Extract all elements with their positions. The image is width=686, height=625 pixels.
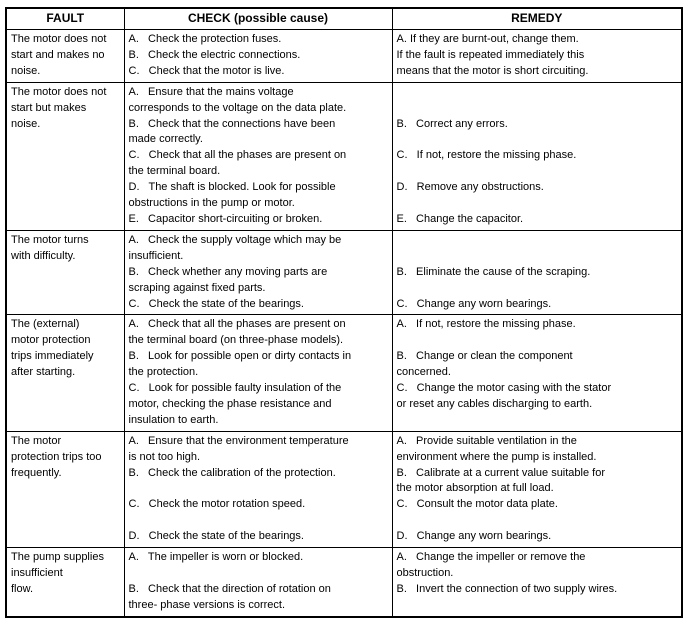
text-line: The pump supplies: [11, 551, 104, 564]
text-line: the terminal board.: [128, 165, 221, 178]
text-line: D. The shaft is blocked. Look for possible: [128, 181, 336, 194]
text-line: The motor does not: [11, 33, 107, 45]
remedy-cell: [392, 230, 682, 315]
text-line: C. Check the state of the bearings.: [128, 297, 304, 310]
text-line: [397, 101, 679, 117]
text-line: made correctly.: [128, 133, 203, 146]
text-line: B. Change or clean the component: [396, 350, 573, 363]
text-line: B. Correct any errors.: [396, 117, 508, 130]
fault-cell: [6, 431, 124, 547]
text-line: C. Change any worn bearings.: [396, 297, 552, 310]
column-header-remedy: REMEDY: [392, 8, 682, 30]
text-line: after starting.: [11, 366, 76, 379]
text-line: concerned.: [396, 366, 451, 379]
fault-cell: [6, 315, 124, 431]
text-line: [397, 513, 679, 529]
text-line: start but makes: [11, 101, 87, 114]
text-line: D. Remove any obstructions.: [396, 181, 544, 194]
text-line: A. Ensure that the mains voltage: [128, 85, 294, 98]
text-line: trips immediately: [11, 350, 94, 363]
remedy-cell: [392, 431, 682, 547]
fault-cell: [6, 82, 124, 230]
text-line: C. Check that the motor is live.: [128, 64, 285, 77]
text-line: [397, 233, 679, 249]
text-line: B. Look for possible open or dirty contacts in: [128, 350, 352, 363]
column-header-fault: FAULT: [6, 8, 124, 30]
text-line: corresponds to the voltage on the data plate.: [128, 101, 347, 114]
text-line: [129, 481, 389, 497]
text-line: D. Check the state of the bearings.: [128, 530, 304, 543]
remedy-cell: [392, 82, 682, 230]
text-line: A. If they are burnt-out, change them.: [396, 33, 579, 45]
check-cell: [124, 82, 392, 230]
check-cell: [124, 230, 392, 315]
text-line: [129, 513, 389, 529]
text-line: [397, 164, 679, 180]
text-line: B. Check whether any moving parts are: [128, 265, 328, 278]
text-line: A. Ensure that the environment temperature: [128, 434, 349, 447]
text-line: If the fault is repeated immediately this: [396, 48, 585, 61]
text-line: C. Look for possible faulty insulation of the: [128, 382, 342, 395]
text-line: three- phase versions is correct.: [128, 598, 286, 611]
text-line: B. Calibrate at a current value suitable for: [396, 466, 605, 479]
text-line: C. Change the motor casing with the stator: [396, 382, 612, 395]
text-line: or reset any cables discharging to earth.: [396, 397, 593, 410]
text-line: E. Change the capacitor.: [396, 212, 524, 225]
text-line: [397, 196, 679, 212]
table-row: [6, 315, 682, 431]
text-line: [397, 132, 679, 148]
text-line: with difficulty.: [11, 249, 76, 262]
text-line: insufficient: [11, 567, 63, 579]
text-line: [397, 85, 679, 101]
text-line: The motor turns: [11, 233, 89, 246]
table-row: [6, 548, 682, 617]
text-line: D. Change any worn bearings.: [396, 530, 552, 543]
text-line: insulation to earth.: [128, 413, 219, 426]
text-line: B. Check that the connections have been: [128, 117, 336, 130]
text-line: A. If not, restore the missing phase.: [396, 318, 576, 331]
fault-cell: [6, 230, 124, 315]
text-line: obstructions in the pump or motor.: [128, 197, 295, 210]
check-cell: [124, 548, 392, 617]
text-line: means that the motor is short circuiting.: [396, 64, 589, 77]
text-line: motor, checking the phase resistance and: [128, 397, 332, 410]
text-line: insufficient.: [128, 249, 184, 262]
text-line: A. Check the protection fuses.: [128, 33, 282, 45]
column-header-check: CHECK (possible cause): [124, 8, 392, 30]
table-row: [6, 30, 682, 83]
check-cell: [124, 431, 392, 547]
text-line: A. Change the impeller or remove the: [396, 551, 586, 564]
text-line: A. Provide suitable ventilation in the: [396, 434, 577, 447]
text-line: obstruction.: [396, 567, 454, 579]
text-line: [129, 566, 389, 582]
text-line: C. Check the motor rotation speed.: [128, 498, 306, 511]
text-line: [397, 249, 679, 265]
text-line: [397, 333, 679, 349]
remedy-cell: [392, 315, 682, 431]
text-line: start and makes no: [11, 48, 105, 61]
text-line: environment where the pump is installed.: [396, 450, 597, 463]
remedy-cell: [392, 30, 682, 83]
table-body: [6, 30, 682, 617]
fault-cell: [6, 548, 124, 617]
text-line: B. Invert the connection of two supply wires.: [396, 582, 618, 595]
text-line: A. The impeller is worn or blocked.: [128, 551, 304, 564]
text-line: [397, 281, 679, 297]
table-row: [6, 230, 682, 315]
text-line: A. Check that all the phases are present on: [128, 318, 346, 331]
fault-cell: [6, 30, 124, 83]
text-line: The (external): [11, 318, 80, 331]
table-row: [6, 431, 682, 547]
text-line: scraping against fixed parts.: [128, 281, 266, 294]
text-line: the motor absorption at full load.: [396, 482, 554, 495]
check-cell: [124, 30, 392, 83]
text-line: B. Eliminate the cause of the scraping.: [396, 265, 591, 278]
table-header-row: [6, 8, 682, 30]
text-line: is not too high.: [128, 450, 201, 463]
text-line: noise.: [11, 117, 41, 130]
text-line: the terminal board (on three-phase models).: [128, 334, 344, 347]
remedy-cell: [392, 548, 682, 617]
text-line: C. If not, restore the missing phase.: [396, 149, 577, 162]
text-line: A. Check the supply voltage which may be: [128, 233, 342, 246]
text-line: B. Check the calibration of the protection.: [128, 466, 336, 479]
text-line: motor protection: [11, 334, 91, 347]
text-line: flow.: [11, 582, 34, 595]
text-line: B. Check that the direction of rotation on: [128, 582, 331, 595]
text-line: The motor: [11, 434, 62, 447]
text-line: E. Capacitor short-circuiting or broken.: [128, 212, 323, 225]
text-line: B. Check the electric connections.: [128, 48, 301, 61]
text-line: C. Consult the motor data plate.: [396, 498, 558, 511]
text-line: the protection.: [128, 366, 199, 379]
text-line: The motor does not: [11, 85, 107, 98]
text-line: C. Check that all the phases are present on: [128, 149, 347, 162]
text-line: noise.: [11, 64, 41, 77]
table-row: [6, 82, 682, 230]
text-line: protection trips too: [11, 450, 102, 463]
troubleshooting-table: [5, 7, 683, 618]
text-line: frequently.: [11, 466, 62, 479]
check-cell: [124, 315, 392, 431]
